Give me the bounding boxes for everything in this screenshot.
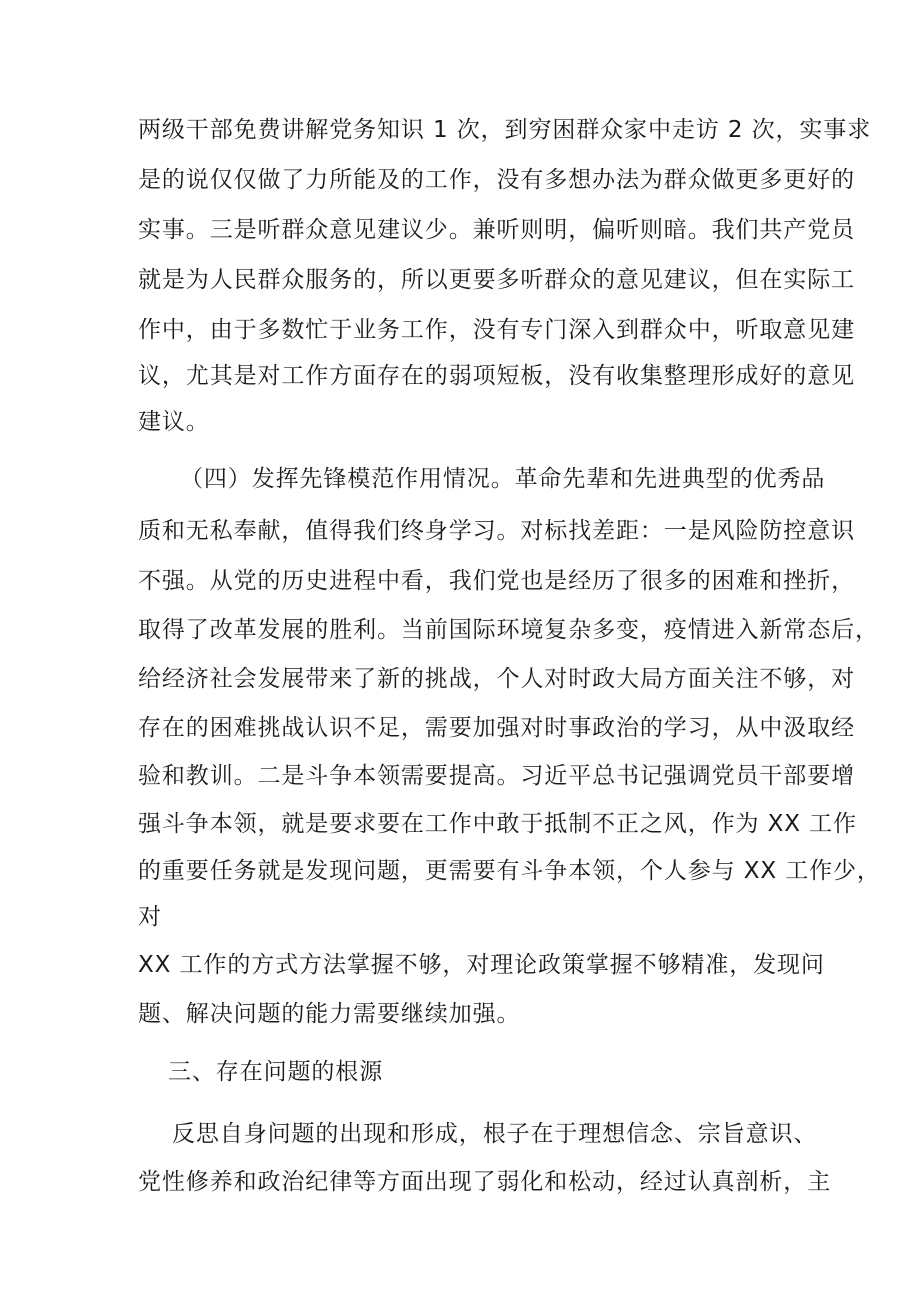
- body-line: 党性修养和政治纪律等方面出现了弱化和松动，经过认真剖析，主: [138, 1169, 832, 1195]
- body-line: XX 工作的方式方法掌握不够，对理论政策掌握不够精准，发现问: [138, 952, 825, 978]
- body-line: 反思自身问题的出现和形成，根子在于理想信念、宗旨意识、: [172, 1121, 818, 1147]
- body-line: 取得了改革发展的胜利。当前国际环境复杂多变，疫情进入新常态后，: [138, 617, 879, 643]
- body-line: 题、解决问题的能力需要继续加强。: [138, 1001, 521, 1027]
- body-line: 就是为人民群众服务的，所以更要多听群众的意见建议，但在实际工: [138, 267, 855, 293]
- body-line: 议，尤其是对工作方面存在的弱项短板，没有收集整理形成好的意见: [138, 363, 855, 389]
- body-line: 的重要任务就是发现问题，更需要有斗争本领，个人参与 XX 工作少，: [138, 858, 881, 884]
- section-heading: （四）发挥先锋模范作用情况。革命先辈和先进典型的优秀品: [180, 466, 826, 492]
- section-heading: 三、存在问题的根源: [168, 1059, 384, 1085]
- body-line: 质和无私奉献，值得我们终身学习。对标找差距：一是风险防控意识: [138, 518, 855, 544]
- body-line: 对: [138, 904, 162, 930]
- body-line: 建议。: [138, 409, 210, 435]
- body-line: 验和教训。二是斗争本领需要提高。习近平总书记强调党员干部要增: [138, 763, 855, 789]
- body-line: 不强。从党的历史进程中看，我们党也是经历了很多的困难和挫折，: [138, 568, 855, 594]
- body-line: 给经济社会发展带来了新的挑战，个人对时政大局方面关注不够，对: [138, 666, 855, 692]
- body-line: 实事。三是听群众意见建议少。兼听则明，偏听则暗。我们共产党员: [138, 217, 855, 243]
- body-line: 是的说仅仅做了力所能及的工作，没有多想办法为群众做更多更好的: [138, 167, 855, 193]
- body-line: 作中，由于多数忙于业务工作，没有专门深入到群众中，听取意见建: [138, 317, 855, 343]
- body-line: 两级干部免费讲解党务知识 1 次，到穷困群众家中走访 2 次，实事求: [138, 117, 872, 143]
- body-line: 强斗争本领，就是要求要在工作中敢于抵制不正之风，作为 XX 工作: [138, 811, 857, 837]
- body-line: 存在的困难挑战认识不足，需要加强对时事政治的学习，从中汲取经: [138, 715, 855, 741]
